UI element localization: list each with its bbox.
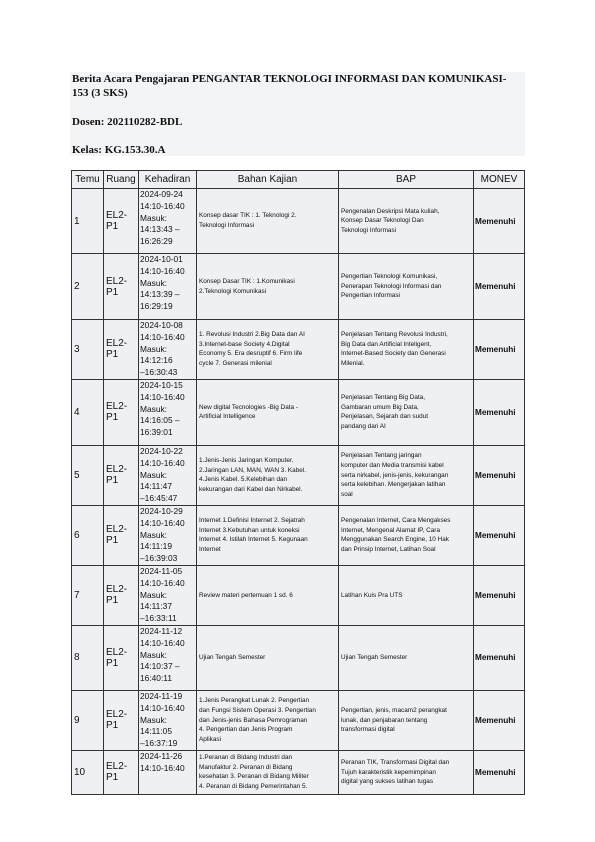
table-row: [72, 320, 525, 380]
table-row: [72, 445, 525, 505]
cell-temu: 6: [72, 505, 104, 565]
cell-temu: 3: [72, 320, 104, 380]
cell-monev: Memenuhi: [474, 320, 525, 380]
document-title: Berita Acara Pengajaran PENGANTAR TEKNOLOGI INFORMASI DAN KOMUNIKASI-153 (3 SKS): [72, 73, 507, 99]
cell-ruang: EL2-P1: [104, 379, 139, 445]
cell-monev: Memenuhi: [474, 690, 525, 750]
cell-kehadiran: 2024-11-19 14:10-16:40 Masuk: 14:11:05 –16:37:19: [139, 690, 197, 750]
table-row: [72, 690, 525, 750]
cell-bap: Penjelasan Tentang Revolusi Industri, Big Data dan Artificial Inteligent, Internet-Based Society dan Generasi Milenial.: [339, 320, 474, 380]
cell-monev: Memenuhi: [474, 254, 525, 320]
cell-bap: Peranan TIK, Transformasi Digital dan Tujuh karakteristik kepemimpinan digital yang sukses latihan tugas: [339, 750, 474, 794]
cell-kehadiran: 2024-10-22 14:10-16:40 Masuk: 14:11:47 –16:45:47: [139, 445, 197, 505]
cell-kehadiran: 2024-10-15 14:10-16:40 Masuk: 14:16:05 – 16:39:01: [139, 379, 197, 445]
cell-temu: 8: [72, 625, 104, 690]
cell-temu: 2: [72, 254, 104, 320]
table-row: [72, 625, 525, 690]
lecturer-label: Dosen: 202110282-BDL: [72, 116, 183, 128]
cell-bahan-kajian: Ujian Tengah Semester: [197, 625, 339, 690]
cell-bahan-kajian: New digital Tecnologies -Big Data - Artificial Intelligence: [197, 379, 339, 445]
cell-kehadiran: 2024-11-12 14:10-16:40 Masuk: 14:10:37 – 16:40:11: [139, 625, 197, 690]
cell-temu: 9: [72, 690, 104, 750]
cell-bap: Ujian Tengah Semester: [339, 625, 474, 690]
cell-monev: Memenuhi: [474, 445, 525, 505]
cell-monev: Memenuhi: [474, 505, 525, 565]
cell-bap: Pengertian, jenis, macam2 perangkat lunak, dan penjabaran tentang transformasi digital: [339, 690, 474, 750]
cell-bap: Pengertian Teknologi Komunikasi, Penerapan Teknologi Informasi dan Pengertian Informasi: [339, 254, 474, 320]
column-header-kehadiran: Kehadiran: [139, 171, 197, 189]
cell-ruang: EL2-P1: [104, 505, 139, 565]
column-header-temu: Temu: [72, 171, 104, 189]
cell-monev: Memenuhi: [474, 565, 525, 625]
table-row: [72, 379, 525, 445]
cell-monev: Memenuhi: [474, 379, 525, 445]
cell-kehadiran: 2024-11-26 14:10-16:40: [139, 750, 197, 794]
cell-temu: 7: [72, 565, 104, 625]
cell-kehadiran: 2024-10-01 14:10-16:40 Masuk: 14:13:39 – 16:29:19: [139, 254, 197, 320]
cell-bahan-kajian: Review materi pertemuan 1 sd. 6: [197, 565, 339, 625]
table-row: [72, 254, 525, 320]
cell-bahan-kajian: 1. Revolusi Industri 2.Big Data dan AI 3.Internet-base Society 4.Digital Economy 5. Era desruptif 6. Firm life cycle 7. Generasi milenial: [197, 320, 339, 380]
cell-ruang: EL2-P1: [104, 320, 139, 380]
cell-ruang: EL2-P1: [104, 690, 139, 750]
cell-ruang: EL2-P1: [104, 625, 139, 690]
cell-monev: Memenuhi: [474, 625, 525, 690]
cell-bahan-kajian: Konsep dasar TIK : 1. Teknologi 2. Teknologi Informasi: [197, 189, 339, 254]
cell-bap: Latihan Kuis Pra UTS: [339, 565, 474, 625]
cell-temu: 10: [72, 750, 104, 794]
table-row: [72, 189, 525, 254]
cell-kehadiran: 2024-11-05 14:10-16:40 Masuk: 14:11:37 –16:33:11: [139, 565, 197, 625]
cell-ruang: EL2-P1: [104, 254, 139, 320]
cell-temu: 1: [72, 189, 104, 254]
cell-bap: Penjelasan Tentang jaringan komputer dan Media transmisi kabel serta nirkabel, jenis-jenis, kekurangan serta kelebihan. Mengerjakan latihan soal: [339, 445, 474, 505]
column-header-bap: BAP: [339, 171, 474, 189]
cell-ruang: EL2-P1: [104, 445, 139, 505]
table-row: [72, 565, 525, 625]
cell-ruang: EL2-P1: [104, 565, 139, 625]
cell-bap: Penjelasan Tentang Big Data, Gambaran umum Big Data, Penjelasan, Sejarah dan sudut pandang dari AI: [339, 379, 474, 445]
cell-monev: Memenuhi: [474, 750, 525, 794]
table-row: [72, 750, 525, 794]
table-header-row: [72, 171, 525, 189]
cell-bahan-kajian: Konsep Dasar TIK : 1.Komunikasi 2.Teknologi Komunikasi: [197, 254, 339, 320]
column-header-monev: MONEV: [474, 171, 525, 189]
attendance-table: [71, 170, 525, 795]
cell-kehadiran: 2024-10-29 14:10-16:40 Masuk: 14:11:19 –16:39:03: [139, 505, 197, 565]
cell-bahan-kajian: 1.Jenis Perangkat Lunak 2. Pengertian dan Fungsi Sistem Operasi 3. Pengertian dan Jenis-jenis Bahasa Pemrograman 4. Pengertian dan Jenis Program Aplikasi: [197, 690, 339, 750]
column-header-ruang: Ruang: [104, 171, 139, 189]
cell-bap: Pengenalan Internet, Cara Mengakses Internet, Mengenal Alamat IP, Cara Menggunakan Search Engine, 10 Hak dan Prinsip Internet, Latihan Soal: [339, 505, 474, 565]
cell-kehadiran: 2024-10-08 14:10-16:40 Masuk: 14:12:16 –16:30:43: [139, 320, 197, 380]
table-row: [72, 505, 525, 565]
cell-monev: Memenuhi: [474, 189, 525, 254]
column-header-bahan-kajian: Bahan Kajian: [197, 171, 339, 189]
cell-kehadiran: 2024-09-24 14:10-16:40 Masuk: 14:13:43 – 16:26:29: [139, 189, 197, 254]
cell-temu: 4: [72, 379, 104, 445]
cell-ruang: EL2-P1: [104, 189, 139, 254]
cell-bap: Pengenalan Deskripsi Mata kuliah, Konsep Dasar Teknologi Dan Teknologi Informasi: [339, 189, 474, 254]
cell-temu: 5: [72, 445, 104, 505]
cell-ruang: EL2-P1: [104, 750, 139, 794]
cell-bahan-kajian: Internet 1.Definisi Internet 2. Sejatrah Internet 3.Kebutuhan untuk koneksi Internet 4. Istilah Internet 5. Kegunaan Internet: [197, 505, 339, 565]
cell-bahan-kajian: 1.Jenis-Jenis Jaringan Komputer. 2.Jaringan LAN, MAN, WAN 3. Kabel. 4.Jenis Kabel. 5.Kelebihan dan kekurangan dari Kabel dan Nirkabel.: [197, 445, 339, 505]
cell-bahan-kajian: 1.Peranan di Bidang Industri dan Manufaktur 2. Peranan di Bidang kesehatan 3. Peranan di Bidang Militer 4. Peranan di Bidang Pemerintahan 5.: [197, 750, 339, 794]
class-label: Kelas: KG.153.30.A: [72, 144, 166, 156]
